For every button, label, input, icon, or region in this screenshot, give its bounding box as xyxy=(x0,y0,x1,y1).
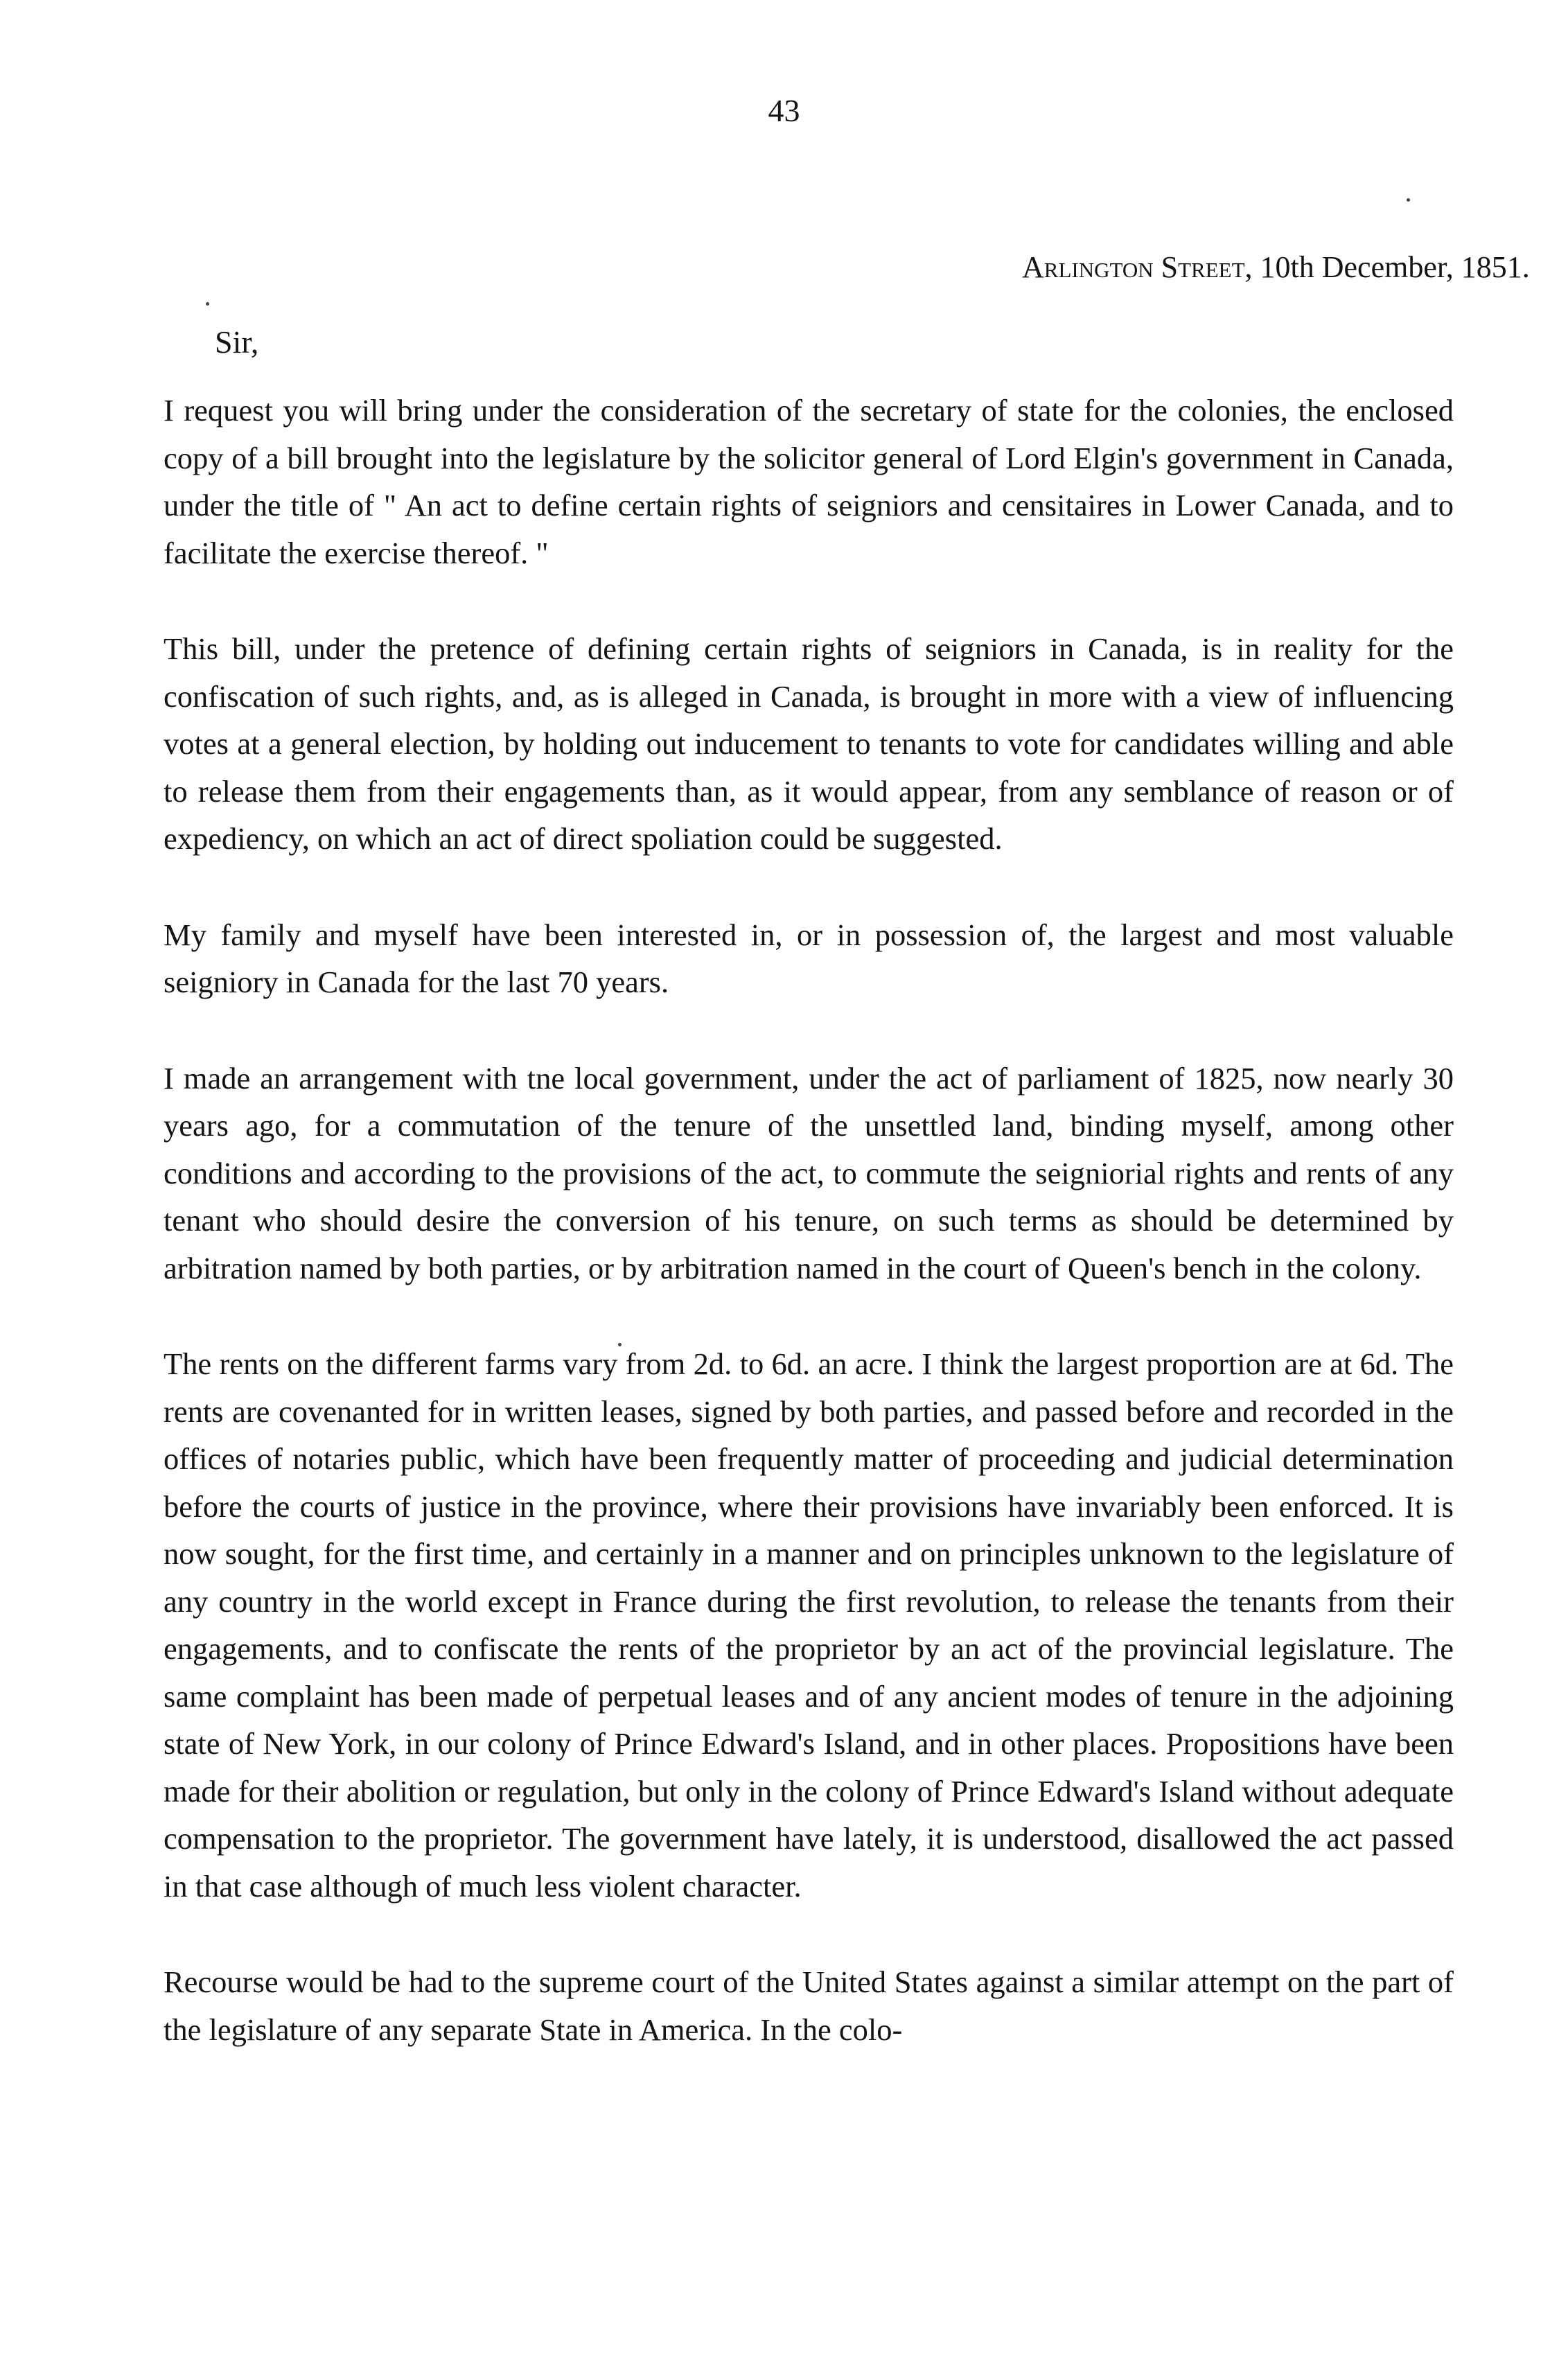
letter-body xyxy=(164,387,1454,2102)
paragraph-5: The rents on the different farms vary from 2d. to 6d. an acre. I think the largest proportion are at 6d. The rents are covenanted for in written leases, signed by both parties, and passed before and recorded in the offices of notaries public, which have been frequently matter of proceeding and judicial determination before the courts of justice in the province, where their provisions have invariably been enforced. It is now sought, for the first time, and certainly in a manner and on principles unknown to the legislature of any country in the world except in France during the first revolution, to release the tenants from their engagements, and to confiscate the rents of the proprietor by an act of the provincial legislature. The same complaint has been made of perpetual leases and of any ancient modes of tenure in the adjoining state of New York, in our colony of Prince Edward's Island, and in other places. Propositions have been made for their abolition or regulation, but only in the colony of Prince Edward's Island without adequate compensation to the proprietor. The government have lately, it is understood, disallowed the act passed in that case although of much less violent character. xyxy=(164,1346,1454,1904)
paragraph-4: I made an arrangement with tne local government, under the act of parliament of 1825, now nearly 30 years ago, for a commutation of the tenure of the unsettled land, binding myself, among other conditions and according to the provisions of the act, to commute the seigniorial rights and rents of any tenant who should desire the conversion of his tenure, on such terms as should be determined by arbitration named by both parties, or by arbitration named in the court of Queen's bench in the colony. xyxy=(164,1060,1454,1285)
dateline-place: Arlington Street, xyxy=(1022,250,1253,284)
print-speck xyxy=(618,1343,622,1346)
paragraph-2: This bill, under the pretence of defining certain rights of seigniors in Canada, is in reality for the confiscation of such rights, and, as is alleged in Canada, is brought in more with a view of influencing votes at a general election, by holding out inducement to tenants to vote for candidates willing and able to release them from their engagements than, as it would appear, from any semblance of reason or of expediency, on which an act of direct spoliation could be suggested. xyxy=(164,631,1454,856)
print-speck xyxy=(1407,198,1410,202)
salutation: Sir, xyxy=(215,324,259,360)
page-number: 43 xyxy=(768,93,800,128)
paragraph-1: I request you will bring under the consideration of the secretary of state for the colonies, the enclosed copy of a bill brought into the legislature by the solicitor general of Lord Elgin's government in Canada, under the title of " An act to define certain rights of seigniors and censitaires in Lower Canada, and to facilitate the exercise thereof. " xyxy=(164,393,1454,570)
paragraph-6: Recourse would be had to the supreme court of the United States against a similar attempt on the part of the legislature of any separate State in America. In the colo- xyxy=(164,1964,1454,2047)
dateline-date: 10th December, 1851. xyxy=(1260,250,1530,284)
print-speck xyxy=(206,302,209,306)
dateline xyxy=(1022,248,1535,287)
paragraph-3: My family and myself have been interested in, or in possession of, the largest and most valuable seigniory in Canada for the last 70 years. xyxy=(164,917,1454,999)
